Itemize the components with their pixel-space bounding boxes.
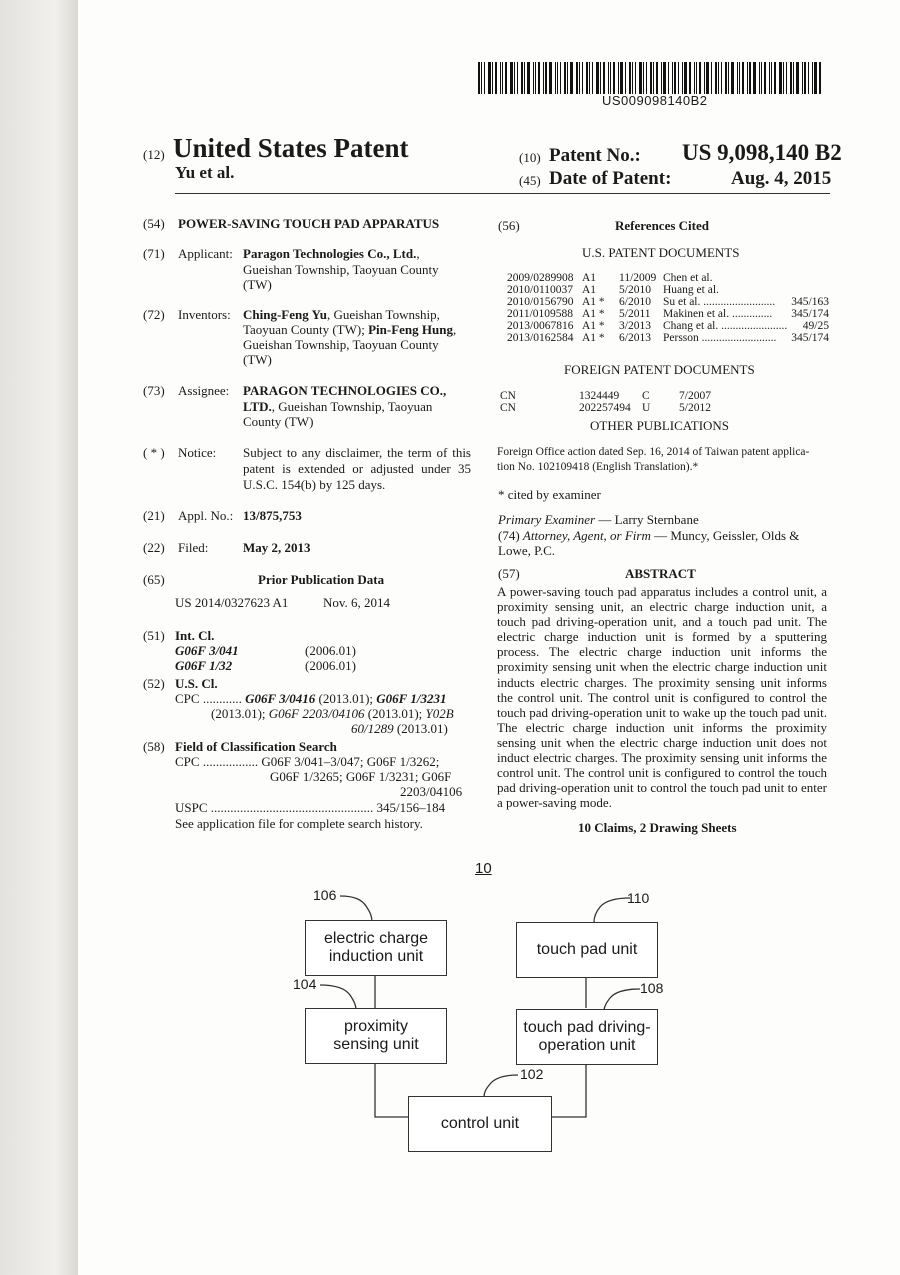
cpc-dots: ............ <box>199 691 246 706</box>
us-reference-name: Huang et al. <box>663 284 719 296</box>
code-12: (12) <box>143 147 165 162</box>
attorney-names: — Muncy, Geissler, Olds & <box>650 528 800 543</box>
search-history-note: See application file for complete search history. <box>175 816 423 831</box>
patent-type-title: United States Patent <box>173 133 409 163</box>
ref-label-110: 110 <box>627 890 650 906</box>
uspc-label: USPC <box>175 800 208 815</box>
us-reference-kind: A1 * <box>582 332 605 344</box>
code-51: (51) <box>143 628 165 643</box>
us-reference-date: 6/2013 <box>619 332 651 344</box>
us-reference-num: 2011/0109588 <box>507 308 574 320</box>
applicant-label: Applicant: <box>178 246 233 261</box>
figure-reference-10: 10 <box>475 860 492 877</box>
foreign-reference-date: 7/2007 <box>679 390 711 402</box>
date-of-patent-label: Date of Patent: <box>549 168 672 189</box>
us-reference-kind: A1 * <box>582 320 605 332</box>
cpc-class-1: G06F 3/0416 <box>245 691 316 706</box>
prior-pub-label: Prior Publication Data <box>258 572 385 587</box>
us-reference-num: 2010/0110037 <box>507 284 574 296</box>
claims-summary: 10 Claims, 2 Drawing Sheets <box>578 820 737 835</box>
field-cpc-line-2: G06F 1/3265; G06F 1/3231; G06F <box>270 769 452 784</box>
field-cpc-line-3: 2203/04106 <box>400 784 463 799</box>
int-cl-1: G06F 3/041 <box>175 643 239 658</box>
foreign-reference-country: CN <box>500 390 516 402</box>
code-71: (71) <box>143 246 165 261</box>
us-reference-cls: 49/25 <box>802 320 829 332</box>
code-notice: ( * ) <box>143 445 165 460</box>
primary-examiner-label: Primary Examiner <box>498 512 596 527</box>
int-cl-1-date: (2006.01) <box>305 643 356 658</box>
field-cpc-classes-1: ................. G06F 3/041–3/047; G06F 1/3262; <box>199 754 440 769</box>
foreign-reference-country: CN <box>500 402 516 414</box>
code-52: (52) <box>143 676 165 691</box>
uspc-dots: .................................................. <box>207 800 377 815</box>
code-74: (74) <box>498 528 523 543</box>
code-72: (72) <box>143 307 165 322</box>
code-56: (56) <box>498 218 520 233</box>
code-57: (57) <box>498 566 520 581</box>
other-publication-line-1: Foreign Office action dated Sep. 16, 2014 of Taiwan patent applica- <box>497 446 810 458</box>
us-reference-cls: 345/174 <box>791 308 829 320</box>
notice-text: Subject to any disclaimer, the term of this patent is extended or adjusted under 35 U.S.C. 154(b) by 125 days. <box>243 445 471 492</box>
filed-date: May 2, 2013 <box>243 540 311 555</box>
code-65: (65) <box>143 572 165 587</box>
appl-no-label: Appl. No.: <box>178 508 234 523</box>
cpc-class-2: G06F 1/3231 <box>376 691 447 706</box>
field-search-label: Field of Classification Search <box>175 739 337 754</box>
cpc-class-4-date: (2013.01) <box>393 721 448 736</box>
cpc-class-4-b: 60/1289 <box>351 721 394 736</box>
connector-proximity-control <box>375 1062 409 1117</box>
inventor-2-name: Pin-Feng Hung <box>368 322 453 337</box>
assignee-label: Assignee: <box>178 383 230 398</box>
inventor-1-location: , Gueishan Township, <box>326 307 440 322</box>
inventors-line-4: (TW) <box>243 352 272 367</box>
prior-pub-number: US 2014/0327623 A1 <box>175 595 289 610</box>
us-reference-cls: 345/174 <box>791 332 829 344</box>
assignee-location: , Gueishan Township, Taoyuan <box>271 399 433 414</box>
field-cpc-label: CPC <box>175 754 200 769</box>
cpc-class-1-date: (2013.01); <box>315 691 377 706</box>
proximity-sensing-unit-box: proximity sensing unit <box>305 1008 447 1064</box>
patent-number: US 9,098,140 B2 <box>682 140 842 165</box>
code-58: (58) <box>143 739 165 754</box>
date-of-patent: Aug. 4, 2015 <box>731 168 832 189</box>
connector-driving-control <box>550 1063 586 1117</box>
assignee-ltd: LTD. <box>243 399 272 414</box>
us-cl-label: U.S. Cl. <box>175 676 218 691</box>
foreign-reference-kind: C <box>642 390 650 402</box>
references-cited-title: References Cited <box>615 218 709 233</box>
us-patent-docs-title: U.S. PATENT DOCUMENTS <box>582 245 740 260</box>
touch-pad-unit-box: touch pad unit <box>516 922 658 978</box>
us-reference-num: 2013/0067816 <box>507 320 574 332</box>
other-publication-line-2: tion No. 102109418 (English Translation).* <box>497 461 699 473</box>
barcode-number: US009098140B2 <box>602 93 708 108</box>
code-73: (73) <box>143 383 165 398</box>
abstract-text: A power-saving touch pad apparatus includes a control unit, a proximity sensing unit, an electric charge induction unit, a touch pad driving-operation unit, and a touch pad unit. The electric charge induction unit is formed by a sputtering process. The electric charge induction unit informs the proximity sensing unit when the electric charge induction unit inducts electric charges. The proximity sensing unit informs the control unit. The control unit is configured to control the touch pad driving-operation unit to wake up the touch pad unit. The electric charge induction unit informs the proximity sensing unit when the electric charge induction unit does not induct electric charges. The proximity sensing unit informs the control unit. The control unit is configured to control the touch pad driving-operation unit to control the touch pad unit to enter a power-saving mode. <box>497 584 827 811</box>
inventor-1-location-2: Taoyuan County (TW); <box>243 322 369 337</box>
inventors-label: Inventors: <box>178 307 231 322</box>
us-reference-name: Chen et al. <box>663 272 713 284</box>
cpc-class-3-date: (2013.01); <box>364 706 426 721</box>
foreign-reference-num: 202257494 <box>579 402 631 414</box>
foreign-reference-date: 5/2012 <box>679 402 711 414</box>
applicant-name: Paragon Technologies Co., Ltd. <box>243 246 417 261</box>
foreign-patent-docs-title: FOREIGN PATENT DOCUMENTS <box>564 362 755 377</box>
us-reference-kind: A1 * <box>582 308 605 320</box>
leader-108 <box>604 989 640 1011</box>
us-reference-cls: 345/163 <box>791 296 829 308</box>
assignee-line-1: PARAGON TECHNOLOGIES CO., <box>243 383 447 398</box>
us-reference-kind: A1 * <box>582 296 605 308</box>
inventor-1-name: Ching-Feng Yu <box>243 307 327 322</box>
primary-examiner-name: — Larry Sternbane <box>595 512 699 527</box>
cpc-class-4-a: Y02B <box>425 706 454 721</box>
us-reference-date: 3/2013 <box>619 320 651 332</box>
authors: Yu et al. <box>175 163 235 182</box>
us-reference-kind: A1 <box>582 272 597 284</box>
cpc-class-2-date: (2013.01); <box>211 706 269 721</box>
us-reference-name: Su et al. ......................... <box>663 296 776 308</box>
foreign-reference-num: 1324449 <box>579 390 620 402</box>
abstract-title: ABSTRACT <box>625 566 696 581</box>
attorney-line-2: Lowe, P.C. <box>498 543 556 558</box>
cpc-label: CPC <box>175 691 200 706</box>
us-reference-num: 2010/0156790 <box>507 296 574 308</box>
us-reference-date: 5/2011 <box>619 308 651 320</box>
code-54: (54) <box>143 216 165 231</box>
int-cl-2: G06F 1/32 <box>175 658 233 673</box>
control-unit-box: control unit <box>408 1096 552 1152</box>
code-45: (45) <box>519 173 541 188</box>
int-cl-2-date: (2006.01) <box>305 658 356 673</box>
ref-label-102: 102 <box>520 1066 544 1082</box>
us-reference-name: Chang et al. ....................... <box>663 320 788 332</box>
us-reference-date: 6/2010 <box>619 296 651 308</box>
leader-106 <box>340 896 372 922</box>
leader-110 <box>594 898 630 922</box>
us-reference-date: 5/2010 <box>619 284 651 296</box>
code-21: (21) <box>143 508 165 523</box>
leader-102 <box>484 1075 518 1097</box>
patent-no-label: Patent No.: <box>549 145 641 166</box>
filed-label: Filed: <box>178 540 209 555</box>
ref-label-104: 104 <box>293 976 317 992</box>
cpc-class-3: G06F 2203/04106 <box>268 706 365 721</box>
us-reference-num: 2013/0162584 <box>507 332 574 344</box>
us-reference-name: Makinen et al. .............. <box>663 308 773 320</box>
invention-title: POWER-SAVING TOUCH PAD APPARATUS <box>178 216 440 231</box>
ref-label-106: 106 <box>313 887 337 903</box>
code-10: (10) <box>519 150 541 165</box>
ref-label-108: 108 <box>640 980 664 996</box>
inventors-line-3: Gueishan Township, Taoyuan County <box>243 337 439 352</box>
us-reference-num: 2009/0289908 <box>507 272 574 284</box>
us-reference-date: 11/2009 <box>619 272 657 284</box>
uspc-value: 345/156–184 <box>376 800 446 815</box>
cited-by-examiner: * cited by examiner <box>498 487 601 502</box>
code-22: (22) <box>143 540 165 555</box>
appl-no: 13/875,753 <box>243 508 302 523</box>
us-reference-name: Persson .......................... <box>663 332 777 344</box>
applicant-line-2: Gueishan Township, Taoyuan County <box>243 262 439 277</box>
prior-pub-date: Nov. 6, 2014 <box>323 595 391 610</box>
applicant-comma: , <box>416 246 420 261</box>
assignee-line-3: County (TW) <box>243 414 314 429</box>
touch-pad-driving-operation-unit-box: touch pad driving- operation unit <box>516 1009 658 1065</box>
other-publications-title: OTHER PUBLICATIONS <box>590 418 730 433</box>
foreign-reference-kind: U <box>642 402 651 414</box>
electric-charge-induction-unit-box: electric charge induction unit <box>305 920 447 976</box>
int-cl-label: Int. Cl. <box>175 628 215 643</box>
notice-label: Notice: <box>178 445 217 460</box>
inventor-2-comma: , <box>452 322 457 337</box>
us-reference-kind: A1 <box>582 284 597 296</box>
attorney-label: Attorney, Agent, or Firm <box>522 528 651 543</box>
applicant-line-3: (TW) <box>243 277 272 292</box>
leader-104 <box>320 985 356 1010</box>
